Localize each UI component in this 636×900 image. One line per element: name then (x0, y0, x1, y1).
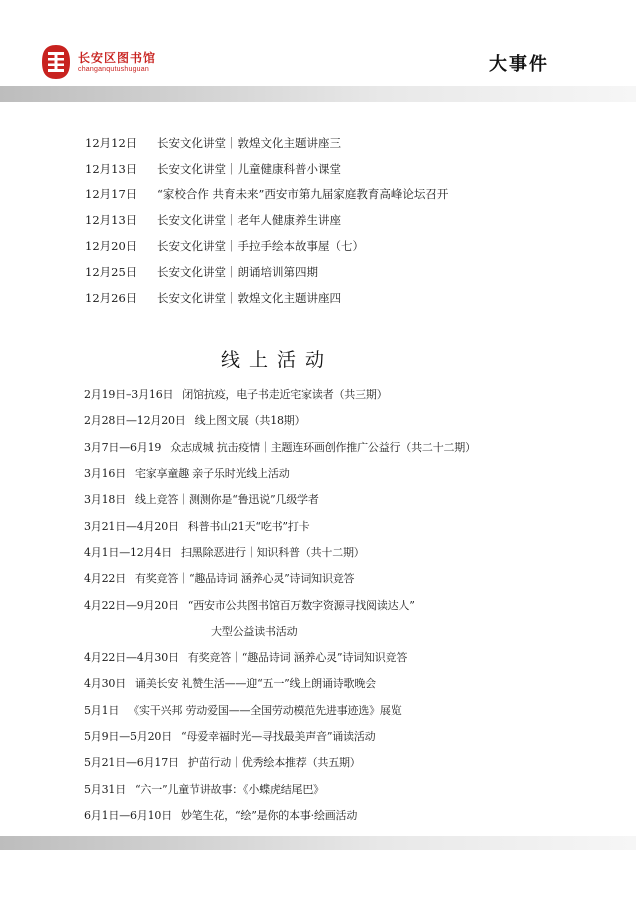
event-date: 12月26日 (85, 290, 138, 305)
activity-date: 5月21日—6月17日 (84, 756, 179, 770)
event-row (85, 285, 585, 311)
activity-row (84, 670, 624, 696)
event-row (85, 130, 585, 156)
activity-title: 宅家享童趣 亲子乐时光线上活动 (135, 467, 290, 481)
activity-title: “六一”儿童节讲故事：《小蝶虎结尾巴》 (135, 782, 324, 796)
activity-date: 4月22日—9月20日 (84, 598, 179, 612)
activity-date: 3月7日—6月19 (84, 440, 162, 454)
event-title: 长安文化讲堂｜朗诵培训第四期 (157, 264, 318, 279)
activity-date: 3月18日 (84, 493, 126, 507)
activity-row (84, 644, 624, 670)
activity-title: 科普书山21天“吃书”打卡 (187, 519, 310, 533)
activity-title: 有奖竞答｜“趣品诗词 涵养心灵”诗词知识竞答 (135, 572, 355, 586)
activity-row (84, 723, 624, 749)
event-date: 12月25日 (85, 264, 138, 279)
online-activities-list (84, 381, 624, 828)
event-title: 长安文化讲堂｜老年人健康养生讲座 (157, 213, 341, 228)
event-date: 12月20日 (85, 239, 138, 254)
activity-row (84, 775, 624, 801)
library-name-en: changanqutushuguan (78, 65, 149, 73)
activity-date: 4月22日 (84, 572, 126, 586)
activity-title: 妙笔生花，“绘”是你的本事·绘画活动 (181, 808, 358, 822)
activity-row (84, 749, 624, 775)
activity-date: 4月30日 (84, 677, 126, 691)
event-title: 长安文化讲堂｜敦煌文化主题讲座三 (157, 135, 341, 150)
event-date: 12月17日 (85, 187, 138, 202)
header-divider-band (0, 86, 636, 102)
activity-row-continuation (84, 618, 624, 644)
footer-divider-band (0, 836, 636, 850)
event-title: 长安文化讲堂｜儿童健康科普小课堂 (157, 161, 341, 176)
activity-date: 2月19日–3月16日 (84, 388, 174, 402)
activity-row (84, 512, 624, 538)
event-title: 长安文化讲堂｜手拉手绘本故事屋（七） (157, 239, 364, 254)
activity-row (84, 802, 624, 828)
event-date: 12月12日 (85, 135, 138, 150)
activity-date: 4月22日—4月30日 (84, 651, 179, 665)
event-row (85, 182, 585, 208)
activity-date: 5月1日 (84, 703, 120, 717)
activity-date: 5月9日—5月20日 (84, 730, 172, 743)
activity-title: 大型公益读书活动 (211, 624, 298, 638)
activity-date: 2月28日—12月20日 (84, 414, 186, 428)
event-title: 长安文化讲堂｜敦煌文化主题讲座四 (157, 290, 341, 305)
activity-title: “母爱幸福时光—寻找最美声音”诵读活动 (181, 730, 376, 743)
events-list (85, 130, 585, 311)
event-title: “家校合作 共育未来”西安市第九届家庭教育高峰论坛召开 (157, 187, 449, 202)
activity-title: 扫黑除恶进行｜知识科普（共十二期） (181, 545, 365, 559)
activity-title: 护苗行动｜优秀绘本推荐（共五期） (187, 756, 361, 770)
activity-row (84, 434, 624, 460)
activity-row (84, 539, 624, 565)
activity-title: 诵美长安 礼赞生活——迎“五一”线上朗诵诗歌晚会 (135, 677, 376, 691)
event-row (85, 207, 585, 233)
activity-title: 线上图文展（共18期） (194, 414, 306, 428)
activity-title: 《实干兴邦 劳动爱国——全国劳动模范先进事迹选》展览 (128, 703, 402, 717)
activity-date: 6月1日—6月10日 (84, 808, 172, 822)
activity-date: 3月16日 (84, 467, 126, 481)
activity-date: 4月1日—12月4日 (84, 545, 172, 559)
activity-row (84, 565, 624, 591)
activity-title: 闭馆抗疫，电子书走近宅家读者（共三期） (182, 388, 388, 402)
activity-title: 众志成城 抗击疫情｜主题连环画创作推广公益行（共二十二期） (170, 440, 476, 454)
activity-row (84, 381, 624, 407)
activity-date: 3月21日—4月20日 (84, 519, 179, 533)
activity-row (84, 697, 624, 723)
page-heading: 大事件 (489, 54, 549, 75)
event-date: 12月13日 (85, 213, 138, 228)
event-row (85, 156, 585, 182)
event-row (85, 233, 585, 259)
library-seal-icon (40, 44, 72, 80)
activity-row (84, 591, 624, 617)
event-row (85, 259, 585, 285)
activity-row (84, 486, 624, 512)
online-section-title: 线上活动 (221, 349, 334, 371)
activity-title: 有奖竞答｜“趣品诗词 涵养心灵”诗词知识竞答 (187, 651, 408, 665)
activity-date: 5月31日 (84, 782, 126, 796)
activity-row (84, 407, 624, 433)
activity-title: “西安市公共图书馆百万数字资源寻找阅读达人” (187, 598, 415, 612)
activity-title: 线上竞答｜测测你是“鲁迅说”几级学者 (135, 493, 319, 507)
event-date: 12月13日 (85, 161, 138, 176)
library-logo (40, 44, 156, 80)
activity-row (84, 460, 624, 486)
library-name-cn: 长安区图书馆 (78, 50, 157, 65)
